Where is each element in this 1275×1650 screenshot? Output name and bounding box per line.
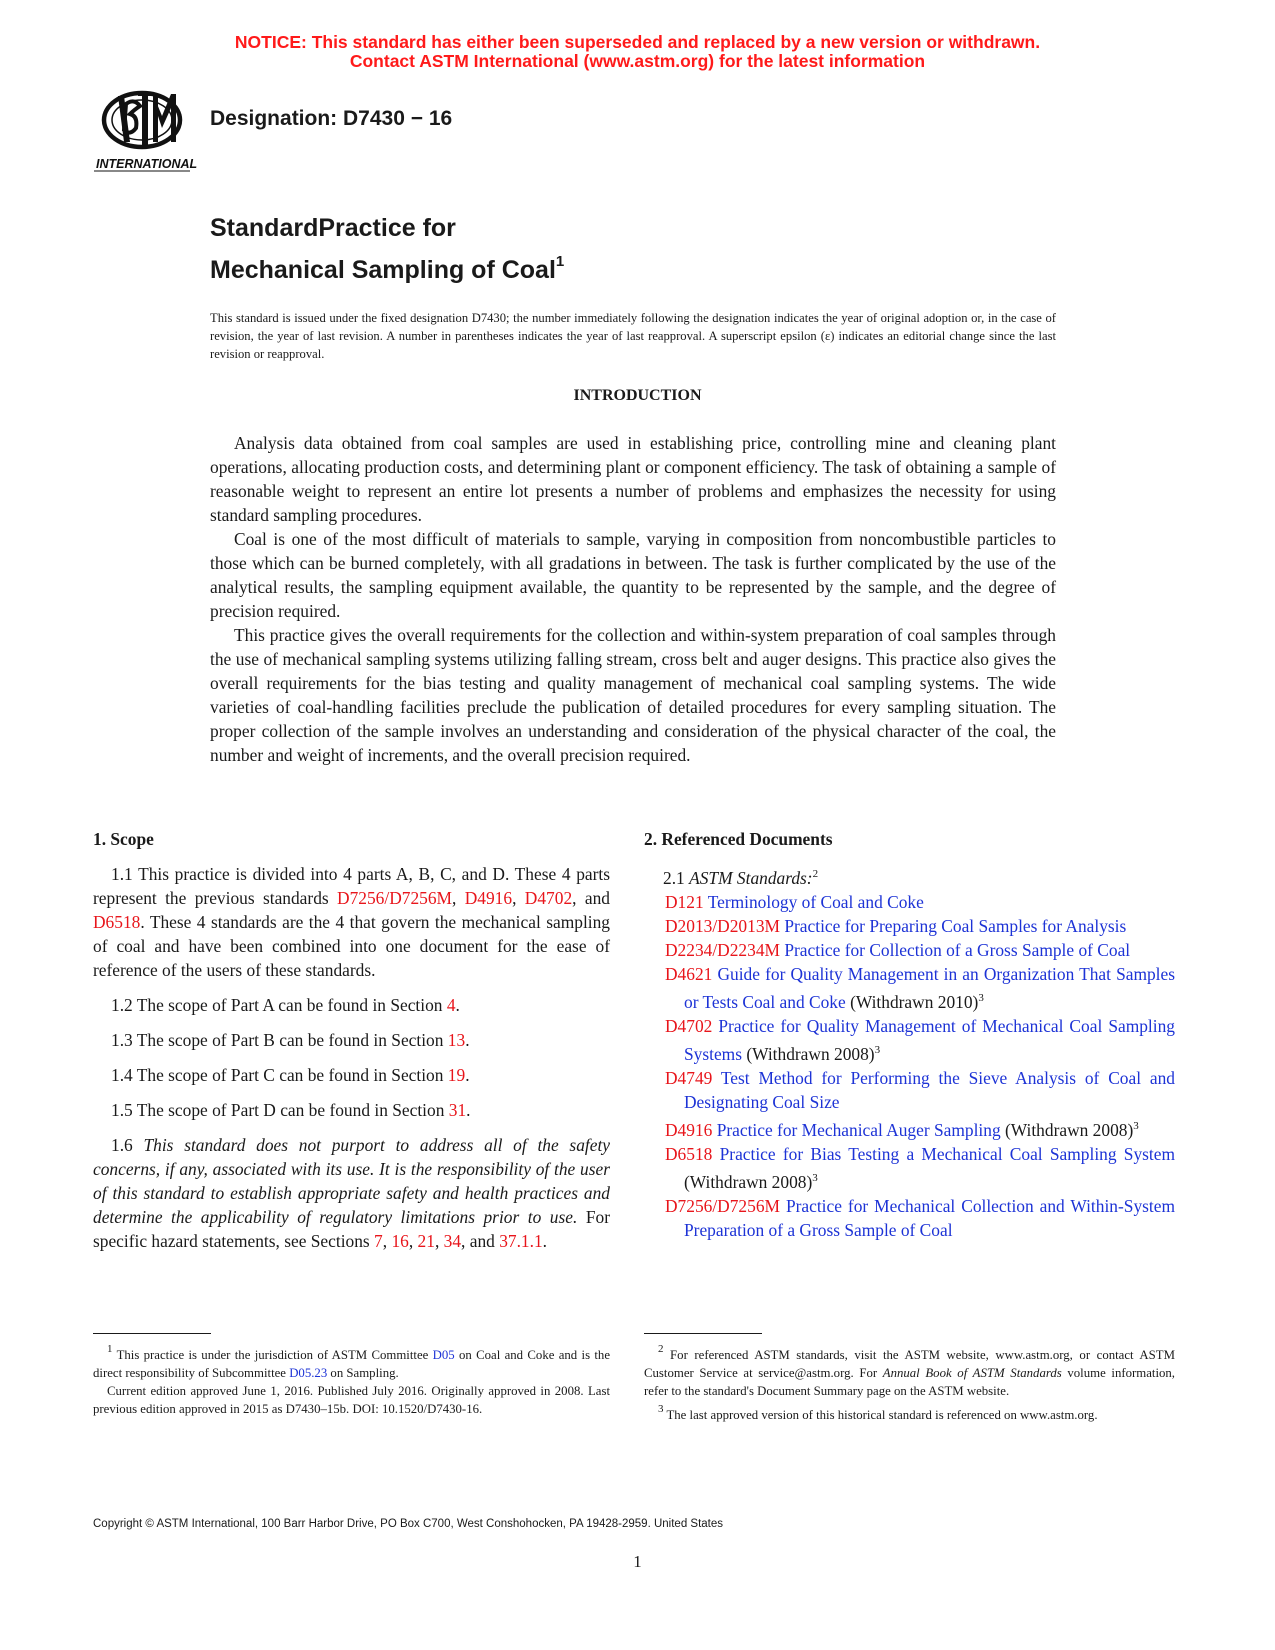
astm-standards-subheading: 2.1 ASTM Standards:$^2$ [663, 868, 819, 888]
scope-section [93, 827, 610, 1253]
ref-code[interactable]: D2234/D2234M [665, 940, 780, 960]
scope-1-2: 1.2 The scope of Part A can be found in Section 4. [111, 995, 460, 1015]
ref-code[interactable]: D2013/D2013M [665, 916, 780, 936]
scope-heading: 1. Scope [93, 829, 154, 849]
intro-paragraph: Analysis data obtained from coal samples are used in establishing price, controlling mine and cleaning plant operations, allocating production costs, and determining plant or component efficiency. The task of obtaining a sample of reasonable weight to represent an entire lot presents a number of problems and emphasizes the necessity for using standard sampling procedures. [210, 433, 1056, 525]
introduction-heading: INTRODUCTION [573, 387, 702, 404]
section-link-7[interactable]: 7 [374, 1231, 383, 1251]
footnotes-left [93, 1340, 610, 1418]
ref-code[interactable]: D6518 [665, 1144, 713, 1164]
title-footnote-mark[interactable]: 1 [555, 253, 565, 270]
withdrawal-notice [0, 33, 1275, 71]
reference-item: D6518 Practice for Bias Testing a Mechanical Coal Sampling System (Withdrawn 2008)$^3$ [665, 1144, 1175, 1192]
ref-title[interactable]: Practice for Quality Management of Mechanical Coal Sampling Systems [684, 1016, 1175, 1064]
scope-1-5: 1.5 The scope of Part D can be found in Section 31. [111, 1100, 471, 1120]
ref-title[interactable]: Practice for Collection of a Gross Sample of Coal [784, 940, 1131, 960]
page-number: 1 [633, 1552, 642, 1571]
link-d6518[interactable]: D6518 [93, 912, 141, 932]
footnote-3: $^3$ The last approved version of this historical standard is referenced on www.astm.org. [658, 1403, 1098, 1422]
ref-title[interactable]: Guide for Quality Management in an Organization That Samples or Tests Coal and Coke [684, 964, 1175, 1012]
footnote-mark-3[interactable]: 3 [978, 992, 984, 1004]
section-link-37-1-1[interactable]: 37.1.1 [499, 1231, 543, 1251]
reference-item: D4916 Practice for Mechanical Auger Sampling (Withdrawn 2008)$^3$ [665, 1120, 1139, 1140]
reference-item [665, 1066, 1175, 1114]
scope-1-1: 1.1 This practice is divided into 4 parts A, B, C, and D. These 4 parts represent the previous standards D7256/D7256M, D4916, D4702, and D6518. These 4 standards are the 4 that govern the mechanical sampling of coal and have been combined into one document for the ease of reference of the users of these standards. [93, 864, 610, 980]
section-link-16[interactable]: 16 [391, 1231, 409, 1251]
ref-code[interactable]: D4916 [665, 1120, 713, 1140]
section-link-4[interactable]: 4 [446, 995, 456, 1015]
ref-code[interactable]: D4749 [665, 1068, 713, 1088]
footnote-divider [93, 1333, 211, 1334]
issued-note: This standard is issued under the fixed designation D7430; the number immediately following the designation indicates the year of original adoption or, in the case of revision, the year of last revision. A number in parentheses indicates the year of last reapproval. A superscript epsilon (ε) indicates an editorial change since the last revision or reapproval. [210, 311, 1056, 361]
footnote-mark-2[interactable]: 2 [812, 868, 819, 880]
footnote-mark-3[interactable]: 3 [1133, 1120, 1139, 1132]
link-d7256[interactable]: D7256/D7256M [337, 888, 453, 908]
referenced-documents-section [644, 827, 1175, 1242]
footnote-divider [644, 1333, 762, 1334]
title-line-1: StandardPractice for [210, 214, 456, 242]
referenced-heading: 2. Referenced Documents [644, 829, 833, 849]
link-committee-d05[interactable]: D05 [432, 1348, 455, 1362]
section-link-21[interactable]: 21 [417, 1231, 435, 1251]
ref-code[interactable]: D4702 [665, 1016, 713, 1036]
section-link-13[interactable]: 13 [447, 1030, 466, 1050]
notice-line-2: Contact ASTM International (www.astm.org) for the latest information [349, 51, 926, 71]
title-line-2: Mechanical Sampling of Coal$^1$ [210, 253, 565, 284]
footnote-1-edition: Current edition approved June 1, 2016. Published July 2016. Originally approved in 2008. Last previous edition approved in 2015 as D7430–15b. DOI: 10.1520/D7430-16. [93, 1384, 610, 1416]
reference-item [665, 938, 1175, 962]
scope-1-6: 1.6 This standard does not purport to address all of the safety concerns, if any, associated with its use. It is the responsibility of the user of this standard to establish appropriate safety and health practices and determine the applicability of regulatory limitations prior to use. For specific hazard statements, see Sections 7, 16, 21, 34, and 37.1.1. [93, 1135, 611, 1251]
intro-paragraph: Coal is one of the most difficult of materials to sample, varying in composition from noncombustible particles to those which can be burned completely, with all gradations in between. The task is further complicated by the use of the analytical results, the sampling equipment available, the quantity to be represented by the sample, and the degree of precision required. [210, 529, 1056, 621]
astm-logo [90, 84, 198, 174]
ref-title[interactable]: Practice for Mechanical Collection and Within-System Preparation of a Gross Sample of Coal [684, 1196, 1175, 1240]
footnote-mark-3[interactable]: 3 [874, 1044, 881, 1056]
astm-international-logo-icon [90, 84, 198, 174]
reference-item [665, 890, 1175, 914]
copyright-line: Copyright © ASTM International, 100 Barr Harbor Drive, PO Box C700, West Conshohocken, PA 19428-2959. United States [93, 1518, 724, 1530]
ref-title[interactable]: Practice for Bias Testing a Mechanical Coal Sampling System [719, 1144, 1175, 1164]
footnotes-right [644, 1340, 1175, 1424]
logo-text [94, 157, 197, 171]
ref-title[interactable]: Practice for Mechanical Auger Sampling [716, 1120, 1001, 1140]
document-title [210, 212, 564, 287]
reference-item [665, 914, 1175, 938]
section-link-34[interactable]: 34 [443, 1231, 462, 1251]
footnote-1: $^1$ This practice is under the jurisdiction of ASTM Committee D05 on Coal and Coke and is the direct responsibility of Subcommittee D05.23 on Sampling. [93, 1343, 610, 1380]
ref-code[interactable]: D121 [665, 892, 704, 912]
section-link-19[interactable]: 19 [447, 1065, 466, 1085]
link-d4916[interactable]: D4916 [464, 888, 513, 908]
link-subcommittee-d05-23[interactable]: D05.23 [289, 1366, 328, 1380]
designation: Designation: D7430 − 16 [210, 107, 453, 130]
ref-title[interactable]: Practice for Preparing Coal Samples for Analysis [784, 916, 1127, 936]
notice-line-1: NOTICE: This standard has either been superseded and replaced by a new version or withdrawn. [234, 32, 1041, 52]
scope-1-4: 1.4 The scope of Part C can be found in Section 19. [111, 1065, 470, 1085]
link-d4702[interactable]: D4702 [524, 888, 573, 908]
ref-code[interactable]: D7256/D7256M [665, 1196, 780, 1216]
footnote-mark-3[interactable]: 3 [812, 1172, 818, 1184]
intro-paragraph: This practice gives the overall requirements for the collection and within-system preparation of coal samples through the use of mechanical sampling systems utilizing falling stream, cross belt and auger designs. This practice also gives the overall requirements for the bias testing and quality management of mechanical coal sampling systems. The wide varieties of coal-handling facilities preclude the publication of detailed procedures for every sampling situation. The proper collection of the sample involves an understanding and consideration of the physical character of the coal, the number and weight of increments, and the overall precision required. [210, 625, 1056, 765]
section-link-31[interactable]: 31 [448, 1100, 467, 1120]
ref-code[interactable]: D4621 [665, 964, 713, 984]
reference-item [665, 1194, 1175, 1242]
footnote-2: $^2$ For referenced ASTM standards, visit the ASTM website, www.astm.org, or contact ASTM Customer Service at service@astm.org. For Annual Book of ASTM Standards volume information, refer to the standard's Document Summary page on the ASTM website. [644, 1343, 1176, 1398]
scope-1-3: 1.3 The scope of Part B can be found in Section 13. [111, 1030, 470, 1050]
reference-item: D4621 Guide for Quality Management in an Organization That Samples or Tests Coal and Coke (Withdrawn 2010)$^3$ [665, 964, 1175, 1012]
ref-title[interactable]: Test Method for Performing the Sieve Analysis of Coal and Designating Coal Size [684, 1068, 1175, 1112]
ref-title[interactable]: Terminology of Coal and Coke [707, 892, 924, 912]
reference-item: D4702 Practice for Quality Management of Mechanical Coal Sampling Systems (Withdrawn 2008)$^3$ [665, 1016, 1175, 1064]
introduction-body [210, 431, 1056, 767]
svg-text:INTERNATIONAL: INTERNATIONAL [96, 157, 198, 171]
